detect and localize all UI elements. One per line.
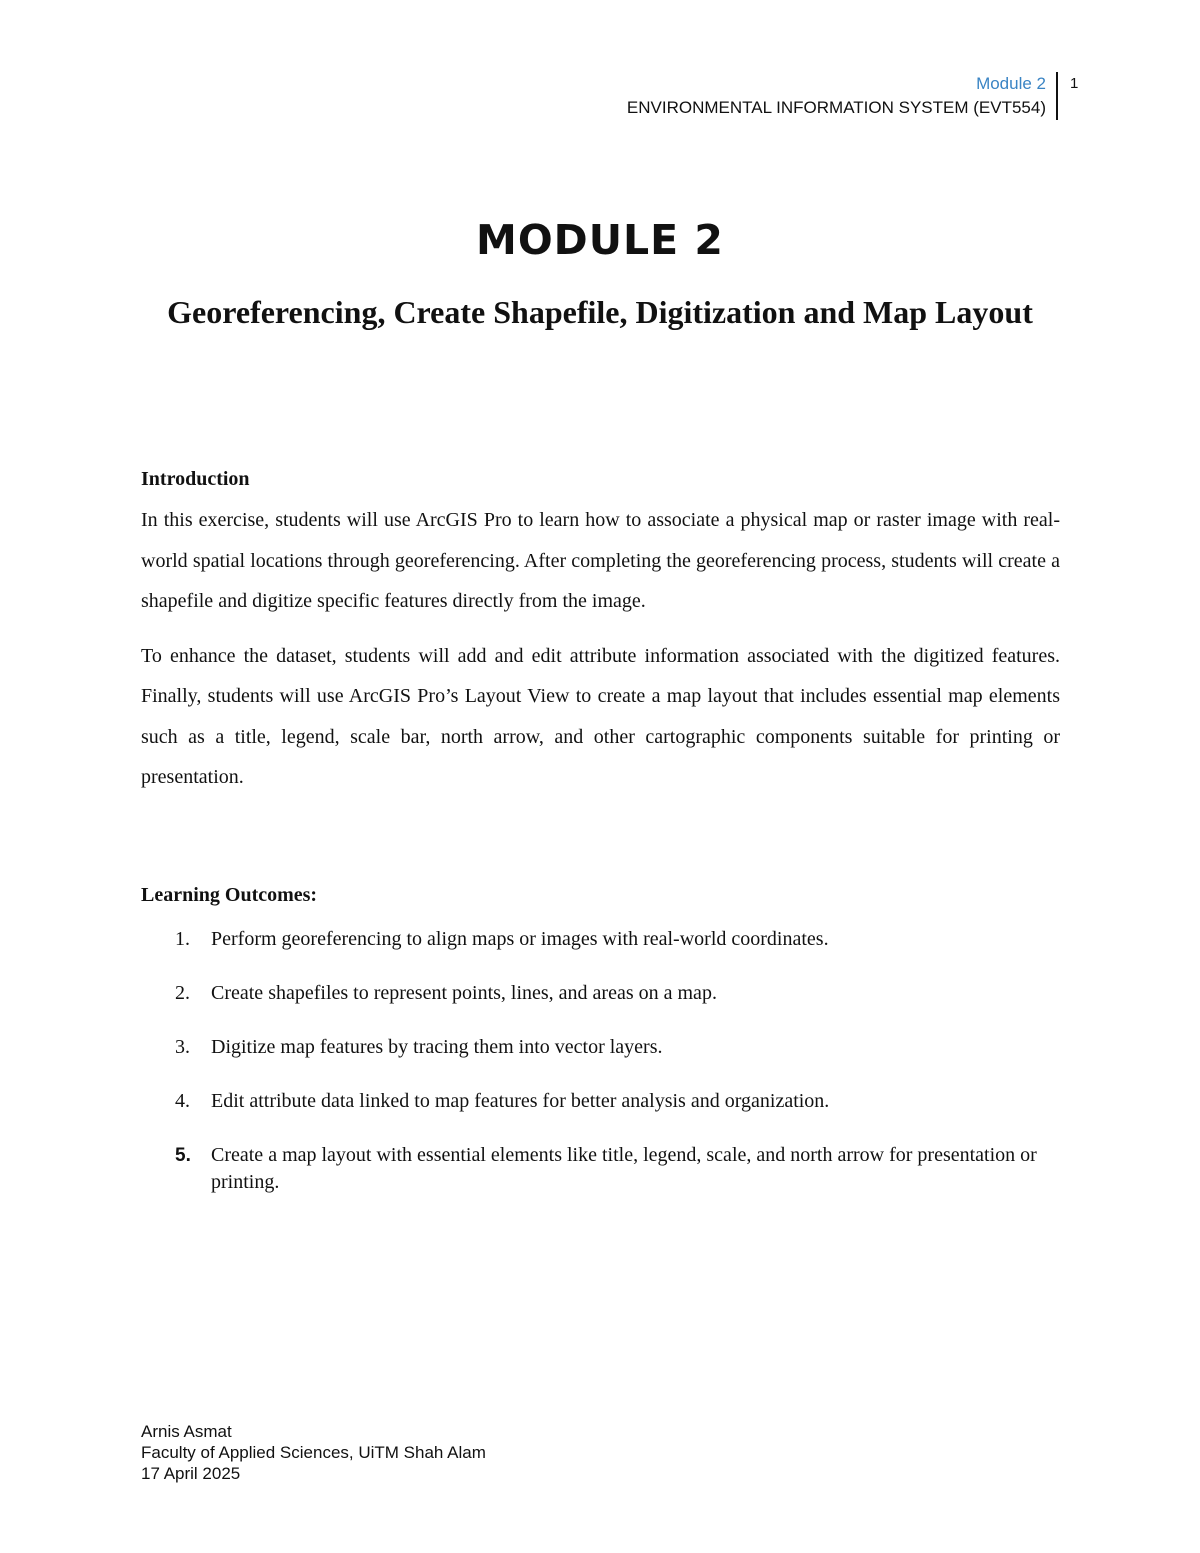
outcome-number: 5.: [175, 1144, 191, 1166]
outcome-number: 2.: [175, 981, 190, 1004]
introduction-paragraph: In this exercise, students will use ArcGIS Pro to learn how to associate a physical map or raster image with real-world spatial locations through georeferencing. After completing the georeferencing process, students will create a shapefile and digitize specific features directly from the image.: [141, 509, 1060, 612]
page-header: [627, 72, 1058, 120]
outcome-number: 3.: [175, 1035, 190, 1058]
outcome-item: [141, 926, 1060, 953]
document-body: [141, 466, 1060, 1223]
outcome-text: Digitize map features by tracing them into vector layers.: [211, 1035, 663, 1058]
outcome-item: [141, 1034, 1060, 1061]
learning-outcomes-heading: Learning Outcomes:: [141, 883, 318, 906]
footer-author: Arnis Asmat: [141, 1422, 232, 1441]
outcome-text: Perform georeferencing to align maps or images with real-world coordinates.: [211, 927, 829, 950]
introduction-paragraph: To enhance the dataset, students will add and edit attribute information associated with the digitized features. Finally, students will use ArcGIS Pro’s Layout View to create a map layout that includes essential map elements such as a title, legend, scale bar, north arrow, and other cartographic components suitable for printing or presentation.: [141, 644, 1060, 788]
footer-date: 17 April 2025: [141, 1464, 241, 1483]
module-subtitle: Georeferencing, Create Shapefile, Digitization and Map Layout: [167, 294, 1033, 330]
footer-faculty: Faculty of Applied Sciences, UiTM Shah Alam: [141, 1443, 486, 1462]
outcome-item: [141, 980, 1060, 1007]
header-module-label: Module 2: [976, 74, 1046, 93]
outcome-text: Create shapefiles to represent points, lines, and areas on a map.: [211, 981, 717, 1004]
outcome-text: Create a map layout with essential elements like title, legend, scale, and north arrow for presentation or printing.: [211, 1143, 1037, 1193]
outcome-number: 4.: [175, 1089, 190, 1112]
outcome-text: Edit attribute data linked to map features for better analysis and organization.: [211, 1089, 830, 1112]
page-footer: [141, 1421, 486, 1484]
module-title: MODULE 2: [476, 216, 724, 264]
outcome-number: 1.: [175, 927, 190, 950]
learning-outcomes-list: [141, 926, 1060, 1196]
header-course-title: ENVIRONMENTAL INFORMATION SYSTEM (EVT554): [626, 98, 1046, 117]
outcome-item: [141, 1088, 1060, 1115]
page-number: 1: [1070, 75, 1079, 92]
outcome-item: [141, 1142, 1060, 1196]
introduction-heading: Introduction: [141, 468, 250, 490]
